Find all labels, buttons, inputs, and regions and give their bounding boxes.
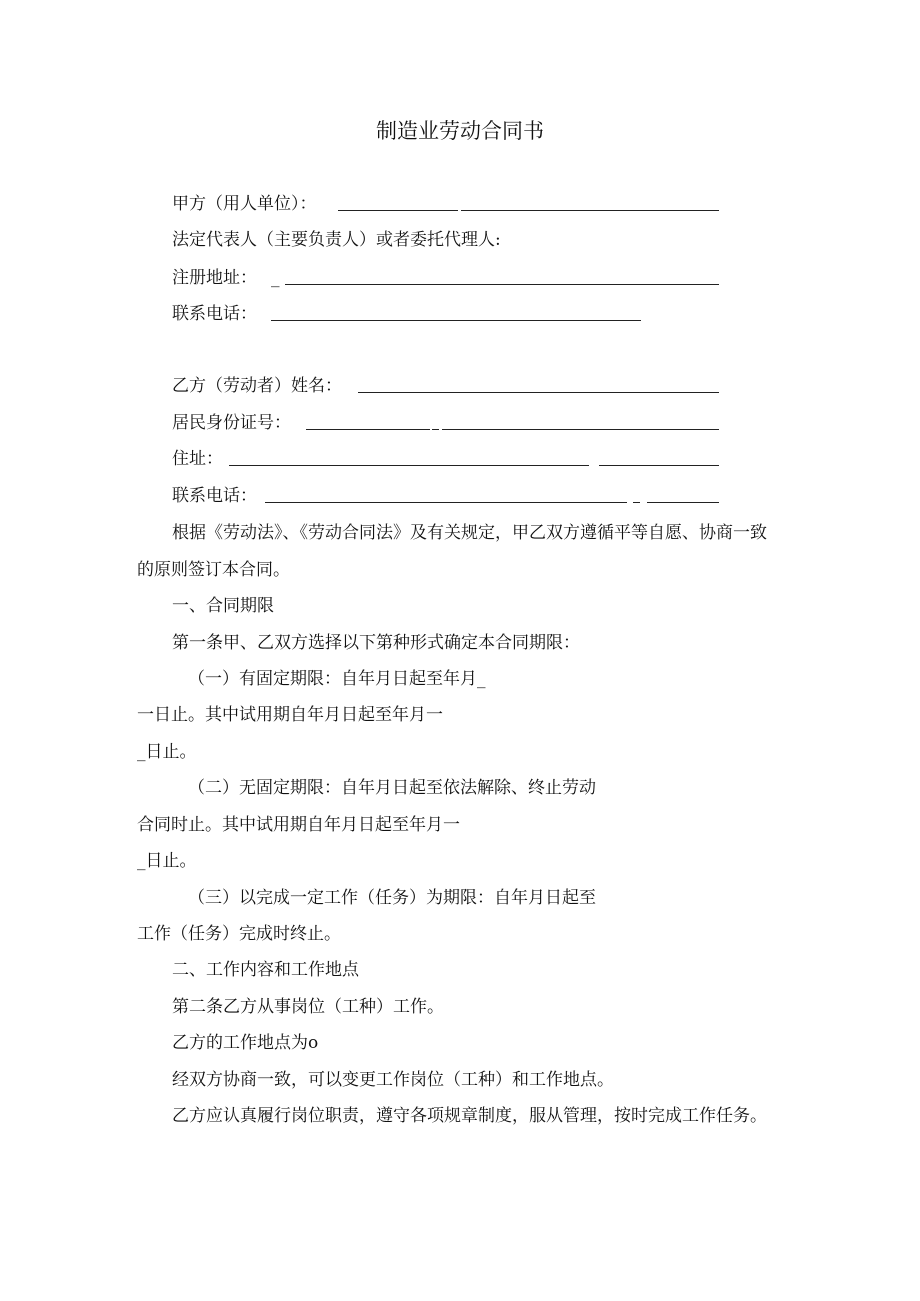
term-fixed-line-1: （一）有固定期限：自年月日起至年月_	[188, 669, 486, 689]
party-a-representative-label: 法定代表人（主要负责人）或者委托代理人:	[172, 230, 501, 250]
party-b-residence-blank-2	[599, 465, 719, 466]
term-fixed-line-3: _日止。	[137, 742, 197, 762]
party-b-id-separator	[432, 429, 439, 430]
party-b-phone-label: 联系电话：	[172, 486, 257, 506]
party-b-name-label: 乙方（劳动者）姓名：	[172, 376, 342, 396]
party-b-phone-blank	[265, 502, 627, 503]
section-2-heading: 二、工作内容和工作地点	[172, 960, 359, 980]
duty-clause: 乙方应认真履行岗位职责，遵守各项规章制度，服从管理，按时完成工作任务。	[172, 1106, 767, 1126]
article-1: 第一条甲、乙双方选择以下第种形式确定本合同期限：	[172, 633, 580, 653]
term-open-line-3: _日止。	[137, 851, 197, 871]
party-b-id-blank	[306, 429, 430, 430]
party-b-phone-separator	[633, 502, 640, 503]
party-b-id-blank-2	[442, 429, 719, 430]
party-a-unit-blank	[338, 210, 458, 211]
party-a-address-label: 注册地址：	[172, 268, 257, 288]
party-a-unit-blank-2	[461, 210, 719, 211]
term-fixed-line-2: 一日止。其中试用期自年月日起至年月一	[137, 705, 443, 725]
party-a-unit-label: 甲方（用人单位）：	[172, 194, 317, 214]
party-a-phone-blank	[271, 320, 641, 321]
term-task-line-2: 工作（任务）完成时终止。	[137, 924, 341, 944]
party-b-residence-blank	[229, 465, 589, 466]
document-title: 制造业劳动合同书	[376, 119, 544, 143]
party-a-phone-label: 联系电话：	[172, 304, 257, 324]
party-a-address-prefix: _	[271, 268, 280, 288]
party-b-name-blank	[358, 392, 719, 393]
party-b-id-label: 居民身份证号：	[172, 413, 291, 433]
change-clause: 经双方协商一致，可以变更工作岗位（工种）和工作地点。	[172, 1070, 614, 1090]
section-1-heading: 一、合同期限	[172, 596, 274, 616]
article-2: 第二条乙方从事岗位（工种）工作。	[172, 997, 444, 1017]
preamble-line-2: 的原则签订本合同。	[137, 560, 290, 580]
party-b-residence-label: 住址：	[172, 449, 223, 469]
term-task-line-1: （三）以完成一定工作（任务）为期限：自年月日起至	[188, 888, 596, 908]
term-open-line-1: （二）无固定期限：自年月日起至依法解除、终止劳动	[188, 778, 596, 798]
party-a-address-blank	[285, 284, 719, 285]
preamble-line-1: 根据《劳动法》、《劳动合同法》及有关规定，甲乙双方遵循平等自愿、协商一致	[172, 523, 767, 543]
term-open-line-2: 合同时止。其中试用期自年月日起至年月一	[137, 815, 460, 835]
work-place-clause: 乙方的工作地点为o	[172, 1033, 319, 1053]
party-b-phone-blank-2	[647, 502, 719, 503]
